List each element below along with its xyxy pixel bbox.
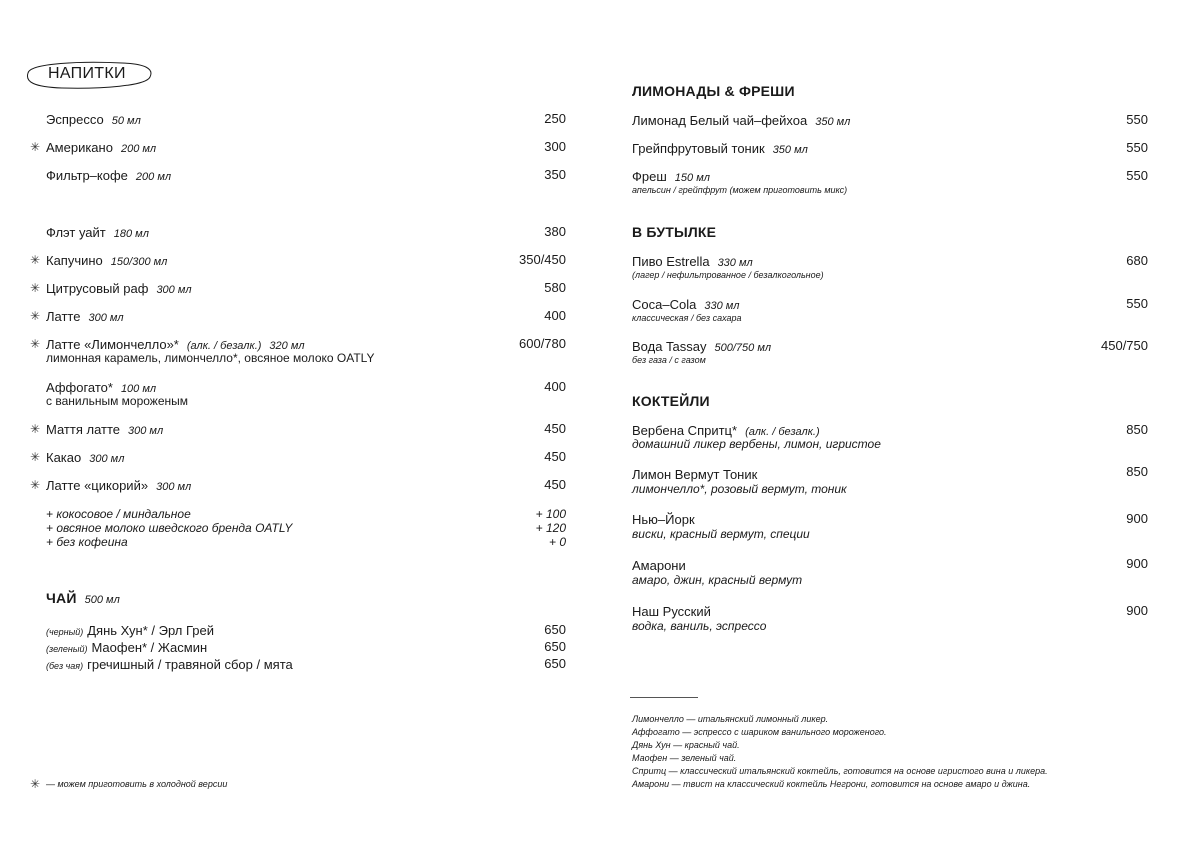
footnotes: [632, 713, 1152, 790]
item-name: гречишный / травяной сбор / мята: [87, 657, 293, 672]
tea-type: (черный): [46, 627, 84, 637]
item-description: апельсин / грейпфрут (можем приготовить микс): [632, 185, 848, 195]
item-volume: 330 мл: [717, 257, 753, 269]
menu-item: [632, 338, 771, 356]
item-description: без газа / с газом: [632, 355, 706, 365]
addon-label: + овсяное молоко шведского бренда OATLY: [46, 521, 293, 535]
addon-price: + 100: [535, 507, 566, 521]
item-volume: 350 мл: [815, 116, 851, 128]
snowflake-icon: ✳: [30, 337, 41, 351]
item-price: 900: [1126, 511, 1148, 526]
snowflake-icon: ✳: [30, 422, 41, 436]
item-name: Амарони: [632, 558, 686, 573]
item-description: лимончелло*, розовый вермут, тоник: [632, 482, 847, 496]
item-price: 250: [544, 111, 566, 126]
item-name: Лимон Вермут Тоник: [632, 467, 758, 482]
footnote: Аффогато — эспрессо с шариком ванильного мороженого.: [632, 726, 887, 737]
menu-item: [46, 224, 149, 242]
item-description: виски, красный вермут, специи: [632, 527, 810, 541]
menu-item: [46, 308, 124, 326]
item-description: лимонная карамель, лимончелло*, овсяное молоко OATLY: [46, 351, 375, 365]
footnote: Дянь Хун — красный чай.: [632, 739, 740, 750]
item-price: 650: [544, 639, 566, 654]
item-price: 450: [544, 477, 566, 492]
item-price: 550: [1126, 112, 1148, 127]
item-price: 900: [1126, 556, 1148, 571]
item-name: Латте «Лимончелло»*: [46, 337, 179, 352]
menu-item: [46, 252, 167, 270]
menu-item: [46, 167, 171, 185]
item-price: 450: [544, 421, 566, 436]
item-description: домашний ликер вербены, лимон, игристое: [632, 437, 881, 451]
item-name: Пиво Estrella: [632, 254, 710, 269]
item-name: Аффогато*: [46, 380, 113, 395]
snowflake-icon: ✳: [30, 140, 41, 154]
item-name: Маття латте: [46, 422, 121, 437]
menu-item: [632, 253, 753, 271]
item-price: 900: [1126, 603, 1148, 618]
tea-item: [46, 622, 214, 640]
tea-item: [46, 639, 207, 657]
item-name: Coca–Cola: [632, 297, 697, 312]
section-title: ЧАЙ: [46, 590, 77, 606]
item-price: 600/780: [519, 336, 566, 351]
menu-item: [46, 111, 141, 129]
item-price: 650: [544, 656, 566, 671]
item-volume: 320 мл: [269, 340, 305, 352]
item-price: 400: [544, 379, 566, 394]
item-price: 850: [1126, 422, 1148, 437]
item-volume: 100 мл: [120, 383, 157, 395]
item-name: Фильтр–кофе: [46, 168, 128, 183]
item-price: 550: [1126, 168, 1148, 183]
item-price: 550: [1126, 140, 1148, 155]
item-price: 450: [544, 449, 566, 464]
snowflake-icon: ✳: [30, 253, 41, 267]
page-title: НАПИТКИ: [48, 65, 126, 82]
item-name: Грейпфрутовый тоник: [632, 141, 765, 156]
item-name: Дянь Хун* / Эрл Грей: [87, 623, 214, 638]
item-description: водка, ваниль, эспрессо: [632, 619, 767, 633]
snowflake-icon: ✳: [30, 309, 41, 323]
menu-item: [46, 449, 124, 467]
item-volume: 300 мл: [156, 481, 192, 493]
item-volume: 300 мл: [128, 425, 164, 437]
menu-item: [632, 296, 739, 314]
menu-item: [632, 112, 850, 130]
snowflake-icon: ✳: [30, 281, 41, 295]
item-price: 580: [544, 280, 566, 295]
tea-type: (без чая): [46, 661, 84, 671]
item-volume: 300 мл: [89, 453, 125, 465]
item-name: Латте «цикорий»: [46, 478, 149, 493]
footnote: Спритц — классический итальянский коктейль, готовится на основе игристого вина и ликера.: [632, 765, 1048, 776]
item-volume: 150/300 мл: [110, 256, 168, 268]
item-name: Вербена Спритц*: [632, 423, 738, 438]
cold-version-note: — можем приготовить в холодной версии: [46, 779, 228, 789]
section-title-cocktails: КОКТЕЙЛИ: [632, 393, 710, 409]
footnote: Маофен — зеленый чай.: [632, 752, 737, 763]
item-volume: 350 мл: [772, 144, 808, 156]
item-price: 850: [1126, 464, 1148, 479]
item-note: (алк. / безалк.): [745, 426, 820, 438]
menu-item: [46, 139, 156, 157]
tea-type: (зеленый): [46, 644, 88, 654]
menu-item: [632, 168, 710, 186]
addon-price: + 120: [535, 521, 566, 535]
snowflake-icon: ✳: [30, 777, 41, 791]
addon-label: + кокосовое / миндальное: [46, 507, 191, 521]
menu-item: [46, 477, 191, 495]
item-name: Вода Tassay: [632, 339, 707, 354]
section-title-lemonades: ЛИМОНАДЫ & ФРЕШИ: [632, 83, 795, 99]
item-name: Маофен* / Жасмин: [91, 640, 208, 655]
item-price: 380: [544, 224, 566, 239]
item-volume: 300 мл: [88, 312, 124, 324]
addon-price: + 0: [548, 535, 566, 549]
item-name: Нью–Йорк: [632, 512, 695, 527]
item-price: 300: [544, 139, 566, 154]
item-description: (лагер / нефильтрованное / безалкогольное): [632, 270, 824, 280]
item-volume: 330 мл: [704, 300, 740, 312]
item-price: 550: [1126, 296, 1148, 311]
addon-label: + без кофеина: [46, 535, 128, 549]
item-volume: 50 мл: [111, 115, 141, 127]
section-title-bottled: В БУТЫЛКЕ: [632, 224, 717, 240]
tea-item: [46, 656, 293, 674]
item-description: амаро, джин, красный вермут: [632, 573, 803, 587]
footnote: Лимончелло — итальянский лимонный ликер.: [632, 714, 829, 724]
footnote: Амарони — твист на классический коктейль Негрони, готовится на основе амаро и джина.: [632, 778, 1031, 789]
item-price: 450/750: [1101, 338, 1148, 353]
item-name: Эспрессо: [46, 112, 104, 127]
item-price: 400: [544, 308, 566, 323]
snowflake-icon: ✳: [30, 478, 41, 492]
section-heading-tea: [46, 590, 120, 608]
item-name: Американо: [46, 140, 113, 155]
item-volume: 200 мл: [120, 143, 157, 155]
menu-item: [46, 280, 192, 298]
snowflake-icon: ✳: [30, 450, 41, 464]
item-name: Флэт уайт: [46, 225, 106, 240]
item-name: Латте: [46, 309, 81, 324]
item-name: Какао: [46, 450, 82, 465]
item-description: классическая / без сахара: [632, 313, 742, 323]
footnote-divider: [630, 697, 698, 698]
item-name: Наш Русский: [632, 604, 711, 619]
item-volume: 180 мл: [113, 228, 149, 240]
item-volume: 500/750 мл: [714, 342, 772, 354]
item-price: 680: [1126, 253, 1148, 268]
item-description: с ванильным мороженым: [46, 394, 189, 408]
item-note: (алк. / безалк.): [186, 340, 262, 352]
item-price: 650: [544, 622, 566, 637]
item-name: Капучино: [46, 253, 103, 268]
page-title-badge: [22, 59, 152, 89]
item-price: 350: [544, 167, 566, 182]
item-name: Лимонад Белый чай–фейхоа: [632, 113, 808, 128]
item-volume: 300 мл: [156, 284, 192, 296]
item-name: Фреш: [632, 169, 667, 184]
item-name: Цитрусовый раф: [46, 281, 149, 296]
menu-item: [632, 140, 808, 158]
item-volume: 200 мл: [135, 171, 172, 183]
item-volume: 150 мл: [674, 172, 710, 184]
item-price: 350/450: [519, 252, 566, 267]
section-volume: 500 мл: [84, 594, 120, 606]
menu-item: [46, 421, 163, 439]
